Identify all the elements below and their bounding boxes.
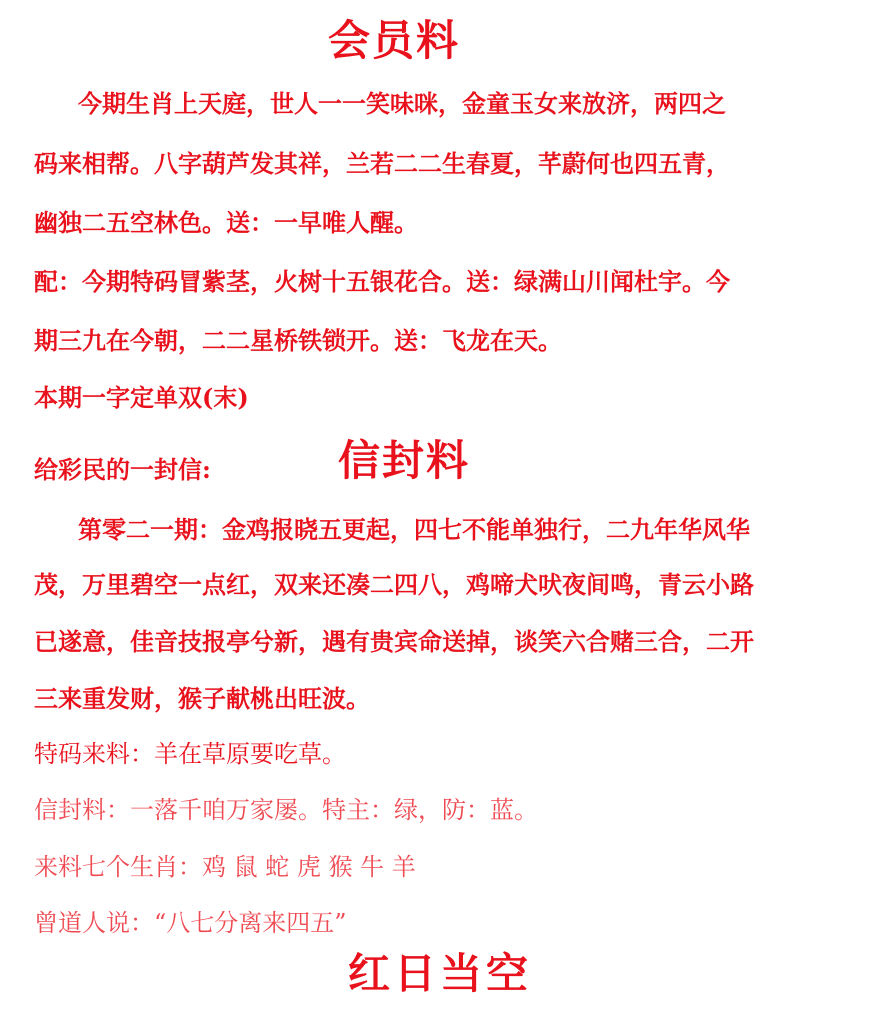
member-line-4: 配：今期特码冒紫茎，火树十五银花合。送：绿满山川闻杜宇。今 xyxy=(34,267,730,296)
envelope-line-3: 已遂意，佳音技报亭兮新，遇有贵宾命送掉，谈笑六合赌三合，二开 xyxy=(34,627,754,656)
envelope-line-5: 特码来料：羊在草原要吃草。 xyxy=(34,740,346,768)
envelope-line-8: 曾道人说：“八七分离来四五” xyxy=(34,909,347,937)
envelope-line-6: 信封料：一落千咱万家屡。特主：绿，防：蓝。 xyxy=(34,796,538,824)
envelope-line-7: 来料七个生肖：鸡 鼠 蛇 虎 猴 牛 羊 xyxy=(34,853,416,881)
member-line-1: 今期生肖上天庭，世人一一笑味咪，金童玉女来放济，两四之 xyxy=(78,89,726,118)
envelope-line-4: 三来重发财，猴子献桃出旺波。 xyxy=(34,684,370,713)
member-heading: 会员料 xyxy=(328,16,461,65)
member-line-6: 本期一字定单双(末) xyxy=(34,383,249,412)
letter-label: 给彩民的一封信: xyxy=(34,455,211,484)
member-line-2: 码来相帮。八字葫芦发其祥，兰若二二生春夏，芊蔚何也四五青， xyxy=(34,149,730,178)
footer-heading: 红日当空 xyxy=(348,949,533,998)
member-line-3: 幽独二五空林色。送：一早唯人醒。 xyxy=(34,208,418,237)
envelope-line-2: 茂，万里碧空一点红，双来还凑二四八，鸡啼犬吠夜间鸣，青云小路 xyxy=(34,570,754,599)
envelope-line-1: 第零二一期：金鸡报晓五更起，四七不能单独行，二九年华风华 xyxy=(78,515,750,544)
envelope-heading: 信封料 xyxy=(338,436,471,485)
member-line-5: 期三九在今朝，二二星桥铁锁开。送：飞龙在天。 xyxy=(34,326,562,355)
